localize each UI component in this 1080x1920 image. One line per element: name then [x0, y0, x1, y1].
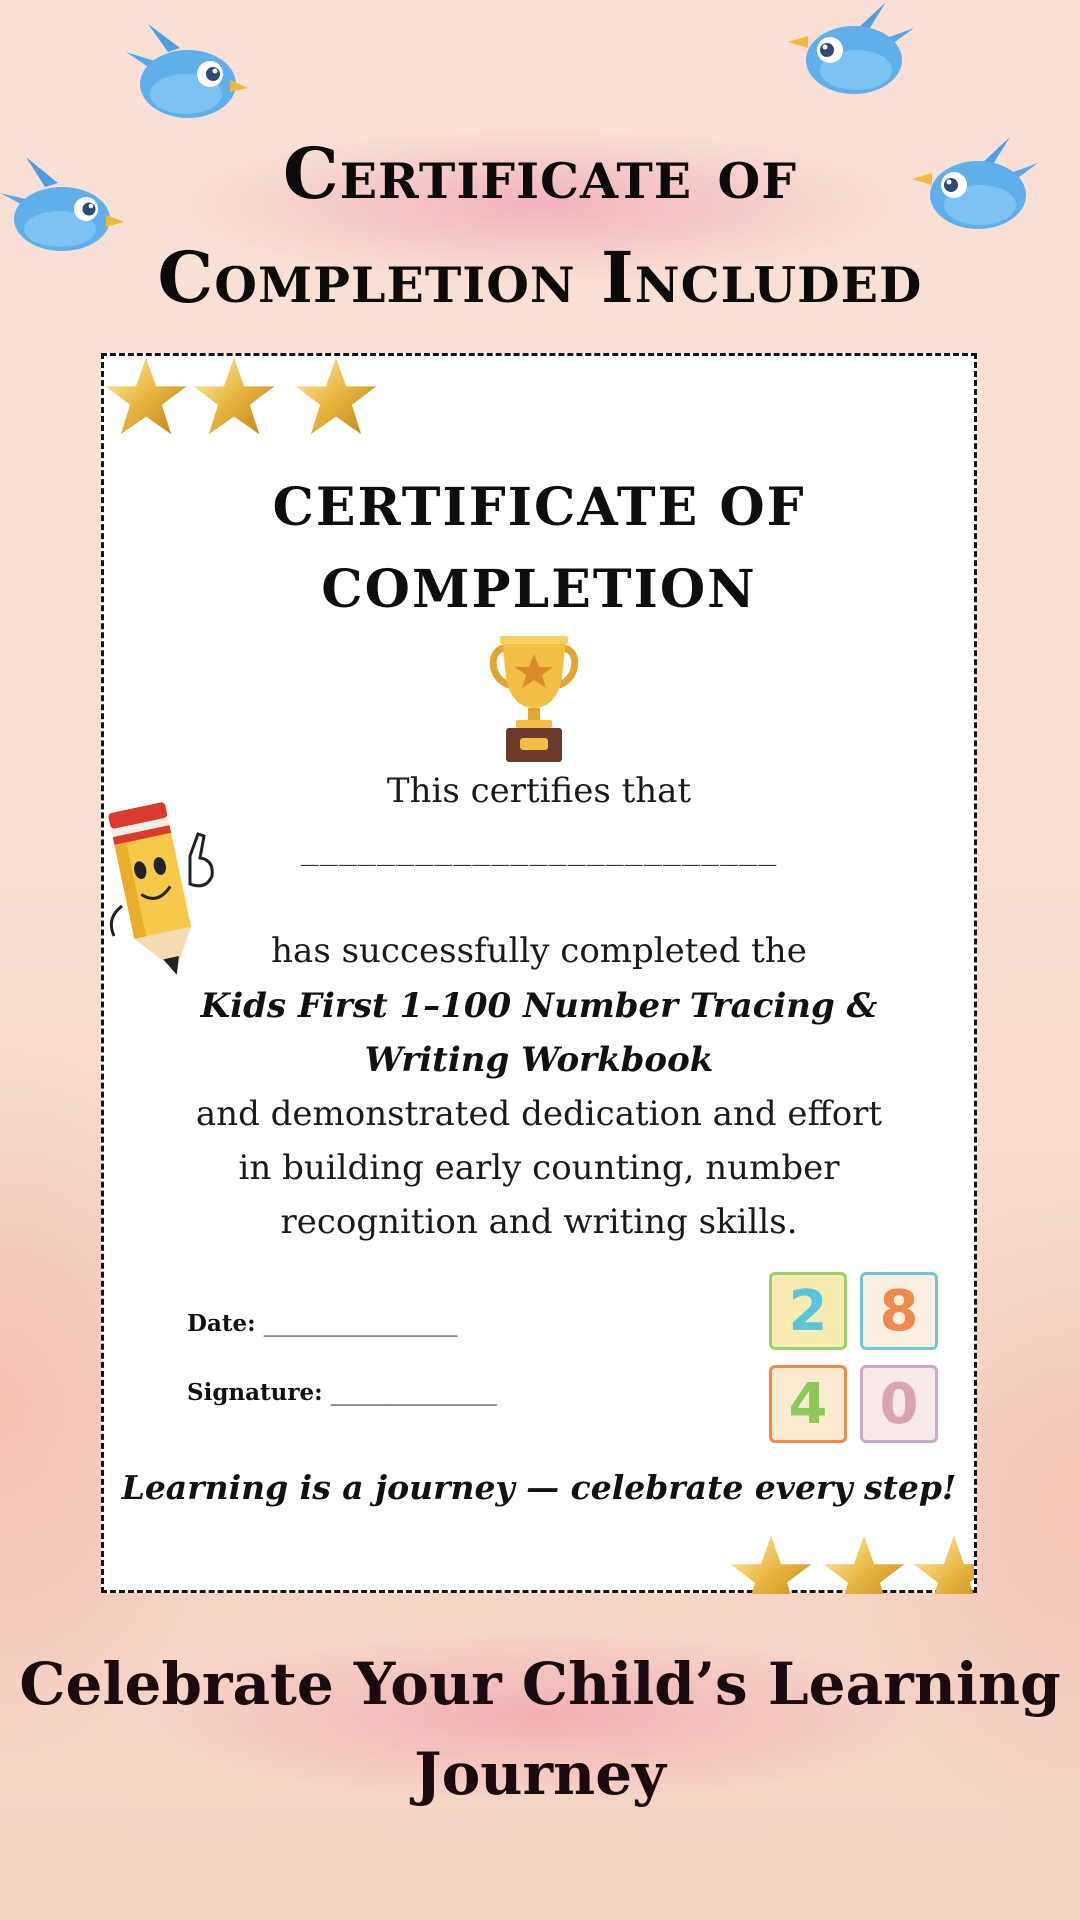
body-text-line-3: recognition and writing skills.: [280, 1202, 798, 1242]
body-text-line-1: and demonstrated dedication and effort: [195, 1094, 883, 1134]
motto-text: Learning is a journey — celebrate every step!: [121, 1468, 957, 1507]
bird-icon: [118, 22, 253, 122]
signature-field: [187, 1379, 497, 1406]
date-label: Date:: [187, 1310, 256, 1337]
completed-text: has successfully completed the: [271, 931, 807, 971]
star-icon: [912, 1534, 974, 1594]
certificate-card: [101, 353, 977, 1593]
footer-line-1: Celebrate Your Child’s Learning: [19, 1650, 1061, 1718]
book-title-line-1: Kids First 1–100 Number Tracing &: [200, 986, 878, 1026]
headline-line-2: Completion Included: [157, 236, 923, 319]
headline-line-1: Certificate of: [282, 132, 797, 215]
star-icon: [822, 1534, 906, 1594]
trophy-icon: [486, 634, 582, 764]
bird-icon: [786, 0, 916, 100]
star-icon: [294, 356, 378, 436]
signature-blank: ____________: [330, 1380, 497, 1406]
star-icon: [192, 356, 276, 436]
date-blank: ______________: [263, 1311, 458, 1337]
footer-line-2: Journey: [414, 1740, 666, 1808]
certificate-title-line-1: CERTIFICATE OF: [272, 477, 806, 538]
star-icon: [729, 1534, 813, 1594]
number-tile: 8: [860, 1272, 938, 1350]
certifies-text: This certifies that: [386, 771, 692, 811]
recipient-name-line: _________________________: [300, 832, 778, 867]
certificate-title-line-2: COMPLETION: [321, 559, 757, 620]
body-text-line-2: in building early counting, number: [238, 1148, 840, 1188]
star-icon: [104, 356, 188, 436]
date-field: [187, 1310, 458, 1337]
signature-label: Signature:: [187, 1379, 323, 1406]
number-tile: 2: [769, 1272, 847, 1350]
number-tile: 4: [769, 1365, 847, 1443]
book-title-line-2: Writing Workbook: [364, 1040, 714, 1080]
number-tile: 0: [860, 1365, 938, 1443]
